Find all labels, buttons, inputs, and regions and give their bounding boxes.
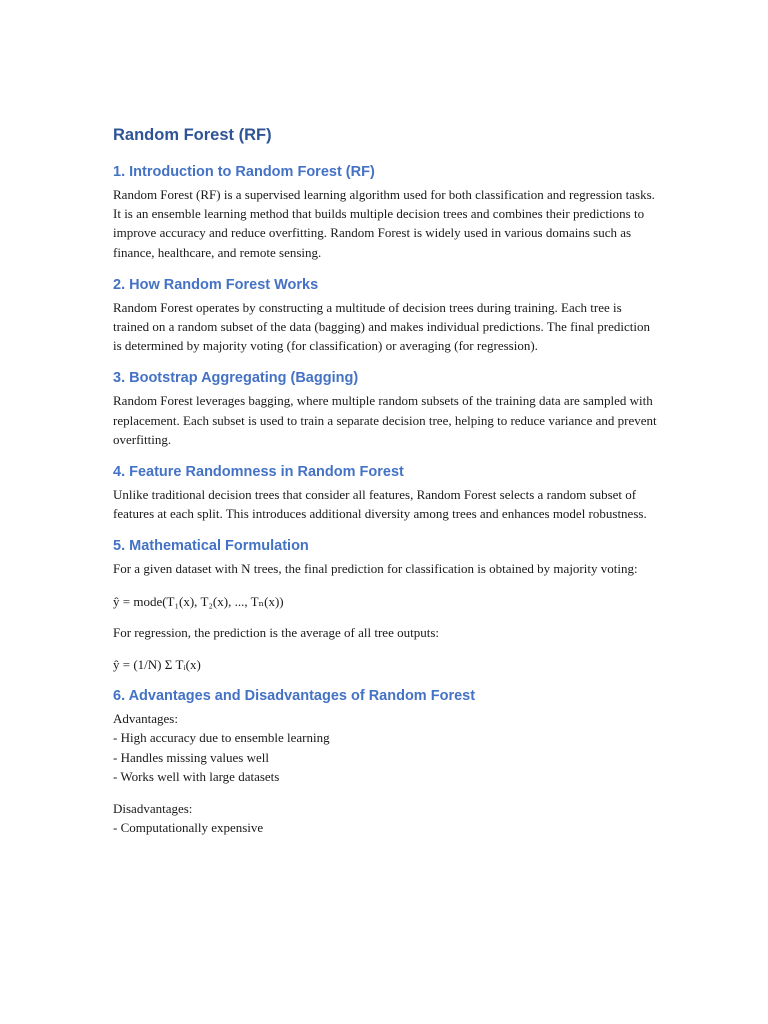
disadvantage-item: - Computationally expensive bbox=[113, 820, 264, 836]
advantage-item: - Handles missing values well bbox=[113, 749, 269, 765]
advantage-item: - Works well with large datasets bbox=[113, 768, 280, 784]
disadvantages-list bbox=[113, 799, 658, 837]
document-title: Random Forest (RF) bbox=[113, 126, 272, 144]
section-heading-feature-randomness: 4. Feature Randomness in Random Forest bbox=[113, 464, 404, 481]
section-paragraph-introduction: Random Forest (RF) is a supervised learning algorithm used for both classification and regression tasks. It is an ensemble learning method that builds multiple decision trees and combines their predictions to improve accuracy and reduce overfitting. Random Forest is widely used in various domains such as finance, healthcare, and remote sensing. bbox=[113, 187, 655, 260]
section-paragraph-feature-randomness: Unlike traditional decision trees that consider all features, Random Forest selects a random subset of features at each split. This introduces additional diversity among trees and enhances model robustness. bbox=[113, 487, 647, 522]
formula-classification: ŷ = mode(T₁(x), T₂(x), ..., Tₙ(x)) bbox=[113, 593, 284, 609]
advantages-list bbox=[113, 709, 658, 786]
section-heading-mathematical-formulation: 5. Mathematical Formulation bbox=[113, 538, 309, 555]
section-paragraph-classification: For a given dataset with N trees, the final prediction for classification is obtained by majority voting: bbox=[113, 561, 638, 577]
formula-regression: ŷ = (1/N) Σ Tᵢ(x) bbox=[113, 657, 201, 673]
section-heading-introduction: 1. Introduction to Random Forest (RF) bbox=[113, 164, 375, 180]
section-paragraph-how-it-works: Random Forest operates by constructing a multitude of decision trees during training. Each tree is trained on a random subset of the data (bagging) and makes individual predictions. The final prediction is determined by majority voting (for classification) or averaging (for regression). bbox=[113, 299, 650, 354]
section-paragraph-bagging: Random Forest leverages bagging, where multiple random subsets of the training data are sampled with replacement. Each subset is used to train a separate decision tree, helping to reduce variance and prevent overfitting. bbox=[113, 393, 657, 447]
document-page bbox=[113, 124, 658, 850]
section-paragraph-regression: For regression, the prediction is the average of all tree outputs: bbox=[113, 624, 439, 640]
section-heading-bagging: 3. Bootstrap Aggregating (Bagging) bbox=[113, 370, 359, 387]
advantages-label: Advantages: bbox=[113, 711, 178, 727]
disadvantages-label: Disadvantages: bbox=[113, 801, 193, 817]
advantage-item: - High accuracy due to ensemble learning bbox=[113, 730, 330, 746]
section-heading-advantages-disadvantages: 6. Advantages and Disadvantages of Random Forest bbox=[113, 688, 476, 705]
section-heading-how-it-works: 2. How Random Forest Works bbox=[113, 276, 319, 293]
